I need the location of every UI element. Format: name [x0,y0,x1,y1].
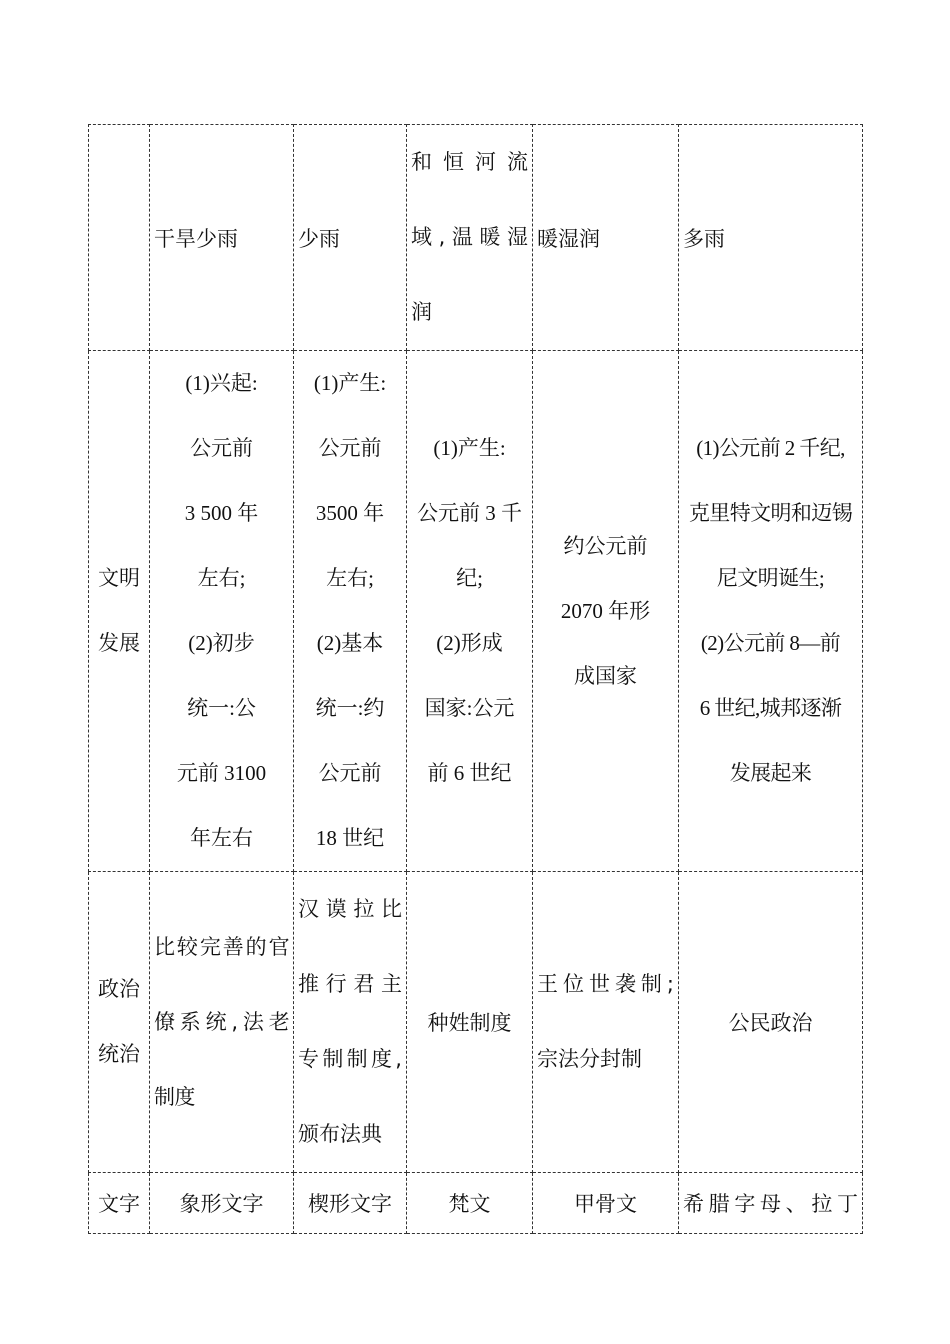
cell-lines [93,546,145,676]
table-row-development [89,351,863,872]
cell-development-greece [679,351,863,872]
cell-development-egypt [150,351,294,872]
cell-line: (1)兴起: [185,371,258,395]
cell-text: 公民政治 [728,1011,813,1035]
table-row-writing [89,1173,863,1234]
cell-line: 成国家 [574,663,637,688]
cell-lines [537,947,674,1097]
cell-politics-india [407,872,533,1173]
cell-line: 克里特文明和迈锡 [688,501,853,525]
cell-climate-india [407,125,533,351]
cell-line: 前 6 世纪 [427,761,512,785]
cell-line: (2)形成 [436,631,503,655]
cell-lines [154,351,289,871]
cell-line: 政治 [98,977,140,1001]
cell-line: 希腊字母、拉丁 [683,1192,858,1216]
cell-climate-mesopotamia [294,125,407,351]
row-label-politics [89,872,150,1173]
table-row-politics [89,872,863,1173]
cell-text: 暖湿润 [537,226,600,251]
cell-line: 元前 3100 [176,761,267,785]
cell-lines [93,957,145,1087]
cell-line: 3500 年 [315,501,385,525]
cell-text: 少雨 [298,226,340,251]
cell-writing-mesopotamia: 楔形文字 [294,1173,407,1234]
cell-line: 发展 [98,631,140,655]
cell-line: 尼文明诞生; [716,566,825,590]
cell-line: 统一:公 [187,696,256,720]
cell-text: 干旱少雨 [154,226,238,251]
civilization-comparison-table [88,124,863,1234]
cell-line: 公元前 [318,436,382,460]
cell-line: 年左右 [190,826,253,850]
cell-text: 多雨 [683,226,725,251]
cell-climate-egypt [150,125,294,351]
cell-line: 宗法分封制 [537,1047,642,1071]
cell-politics-greece [679,872,863,1173]
cell-line: 左右; [197,566,246,590]
cell-line: (1)产生: [433,436,506,460]
cell-line: 2070 年形 [560,598,651,623]
cell-line: 比较完善的官 [154,934,289,959]
cell-politics-china [533,872,679,1173]
cell-lines [298,351,402,871]
cell-line: (2)公元前 8—前 [700,631,841,655]
cell-line: 和恒河流 [411,150,528,174]
cell-lines [537,514,674,709]
cell-line: 汉谟拉比 [298,897,402,921]
cell-politics-egypt [150,872,294,1173]
cell-line: (2)初步 [188,631,255,655]
cell-writing-egypt: 象形文字 [150,1173,294,1234]
cell-line: 统一:约 [315,696,385,720]
cell-line: 6 世纪,城邦逐渐 [699,696,842,720]
cell-line: 公元前 [318,761,382,785]
cell-writing-india: 梵文 [407,1173,533,1234]
cell-text: 种姓制度 [427,1011,512,1035]
cell-line: (2)基本 [316,631,384,655]
cell-lines [411,125,528,350]
row-label-writing: 文字 [89,1173,150,1234]
cell-development-india [407,351,533,872]
cell-line: 3 500 年 [184,501,259,525]
cell-line: 公元前 3 千 [417,501,522,525]
cell-line: 王位世袭制; [537,972,674,996]
cell-writing-greece [679,1173,863,1234]
cell-line: 左右; [326,566,374,590]
cell-writing-china: 甲骨文 [533,1173,679,1234]
cell-line: 发展起来 [729,761,812,785]
cell-line: (1)公元前 2 千纪, [696,436,845,460]
cell-line: 文明 [98,566,140,590]
cell-line: 约公元前 [563,533,648,558]
row-label-development [89,351,150,872]
cell-line: 润 [411,300,432,324]
cell-line: 域,温暖湿 [411,225,528,249]
cell-climate-china [533,125,679,351]
cell-climate-greece [679,125,863,351]
cell-line: 专制制度, [298,1047,402,1071]
row-label-climate [89,125,150,351]
cell-line: 颁布法典 [298,1122,382,1146]
cell-lines [411,416,528,806]
cell-lines [683,1188,858,1218]
cell-development-china [533,351,679,872]
cell-line: (1)产生: [313,371,387,395]
cell-line: 纪; [456,566,483,590]
cell-lines [298,872,402,1172]
cell-development-mesopotamia [294,351,407,872]
table-row-climate [89,125,863,351]
cell-lines [154,910,289,1135]
cell-lines [683,416,858,806]
cell-politics-mesopotamia [294,872,407,1173]
cell-line: 国家:公元 [424,696,515,720]
cell-line: 公元前 [190,436,253,460]
cell-line: 统治 [98,1042,140,1066]
cell-line: 18 世纪 [315,826,385,850]
cell-line: 僚系统,法老 [154,1009,289,1034]
cell-line: 制度 [154,1084,195,1109]
cell-line: 推行君主 [298,972,402,996]
